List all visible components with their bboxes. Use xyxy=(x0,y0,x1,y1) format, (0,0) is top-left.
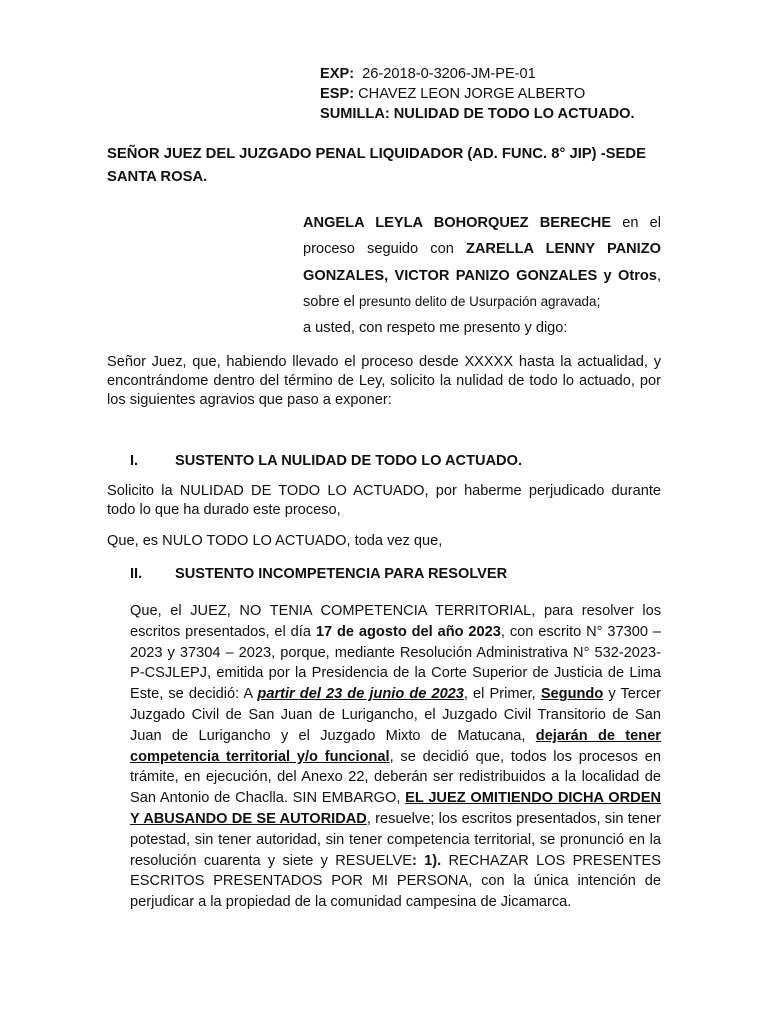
paragraph-4: Que, el JUEZ, NO TENIA COMPETENCIA TERRITORIAL, para resolver los escritos presentados, el día 17 de agosto del año 2023, con escrito N° 37300 – 2023 y 37304 – 2023, porque, mediante Resolución Administrativa N° 532-2023-P-CSJLEPJ, emitida por la Presidencia de la Corte Superior de Justicia de Lima Este, se decidió: A partir del 23 de junio de 2023, el Primer, Segundo y Tercer Juzgado Civil de San Juan de Lurigancho, el Juzgado Civil Transitorio de San Juan de Lurigancho y el Juzgado Mixto de Matucana, dejarán de tener competencia territorial y/o funcional, se decidió que, todos los procesos en trámite, en ejecución, del Anexo 22, deberán ser redistribuidos a la localidad de San Antonio de Chaclla. SIN EMBARGO, EL JUEZ OMITIENDO DICHA ORDEN Y ABUSANDO DE SE AUTORIDAD, resuelve; los escritos presentados, sin tener potestad, sin tener autoridad, sin tener competencia territorial, se pronunció en la resolución cuarenta y siete y RESUELVE: 1). RECHAZAR LOS PRESENTES ESCRITOS PRESENTADOS POR MI PERSONA, con la única intención de perjudicar a la propiedad de la comunidad campesina de Jicamarca. xyxy=(130,603,661,911)
section-title: SUSTENTO INCOMPETENCIA PARA RESOLVER xyxy=(175,566,508,582)
exp-value: 26-2018-0-3206-JM-PE-01 xyxy=(362,66,536,82)
parties: ZARELLA LENNY PANIZO GONZALES, VICTOR PANIZO GONZALES y Otros xyxy=(303,241,661,284)
section-number: I. xyxy=(130,453,139,469)
crime: presunto delito de Usurpación agravada xyxy=(358,293,597,309)
from-date-highlight: partir del 23 de junio de 2023 xyxy=(257,686,464,703)
judge-highlight: EL JUEZ OMITIENDO DICHA ORDEN Y ABUSANDO DE SE AUTORIDAD xyxy=(130,790,661,827)
petitioner-name: ANGELA LEYLA BOHORQUEZ BERECHE xyxy=(303,215,612,231)
esp-value: CHAVEZ LEON JORGE ALBERTO xyxy=(358,86,586,102)
competence-highlight: dejarán de tener competencia territorial y/o funcional xyxy=(130,727,661,765)
sumilla: SUMILLA: NULIDAD DE TODO LO ACTUADO. xyxy=(320,106,635,122)
case-header xyxy=(320,64,740,124)
segundo-highlight: Segundo xyxy=(540,686,604,703)
item-number: : 1). xyxy=(412,852,442,869)
intro-block xyxy=(303,210,661,341)
esp-label: ESP: xyxy=(320,86,355,102)
esp-line xyxy=(320,84,740,104)
paragraph-3: Que, es NULO TODO LO ACTUADO, toda vez que, xyxy=(107,533,443,549)
intro-paragraph: ANGELA LEYLA BOHORQUEZ BERECHE en el proceso seguido con ZARELLA LENNY PANIZO GONZALES, VICTOR PANIZO GONZALES y Otros, sobre el presunto delito de Usurpación agravada; xyxy=(303,215,661,310)
section-title: SUSTENTO LA NULIDAD DE TODO LO ACTUADO. xyxy=(175,453,523,469)
paragraph-1: Señor Juez, que, habiendo llevado el proceso desde XXXXX hasta la actualidad, y encontrándome dentro del término de Ley, solicito la nulidad de todo lo actuado, por los siguientes agravios que paso a exponer: xyxy=(107,354,661,409)
addressee: SEÑOR JUEZ DEL JUZGADO PENAL LIQUIDADOR (AD. FUNC. 8° JIP) -SEDE SANTA ROSA. xyxy=(107,146,646,185)
exp-line xyxy=(320,64,740,84)
paragraph-2: Solicito la NULIDAD DE TODO LO ACTUADO, por haberme perjudicado durante todo lo que ha durado este proceso, xyxy=(107,483,661,519)
date-highlight: 17 de agosto del año 2023 xyxy=(315,623,501,640)
section-number: II. xyxy=(130,566,143,582)
intro-closing: a usted, con respeto me presento y digo: xyxy=(303,320,568,337)
exp-label: EXP: xyxy=(320,66,355,82)
